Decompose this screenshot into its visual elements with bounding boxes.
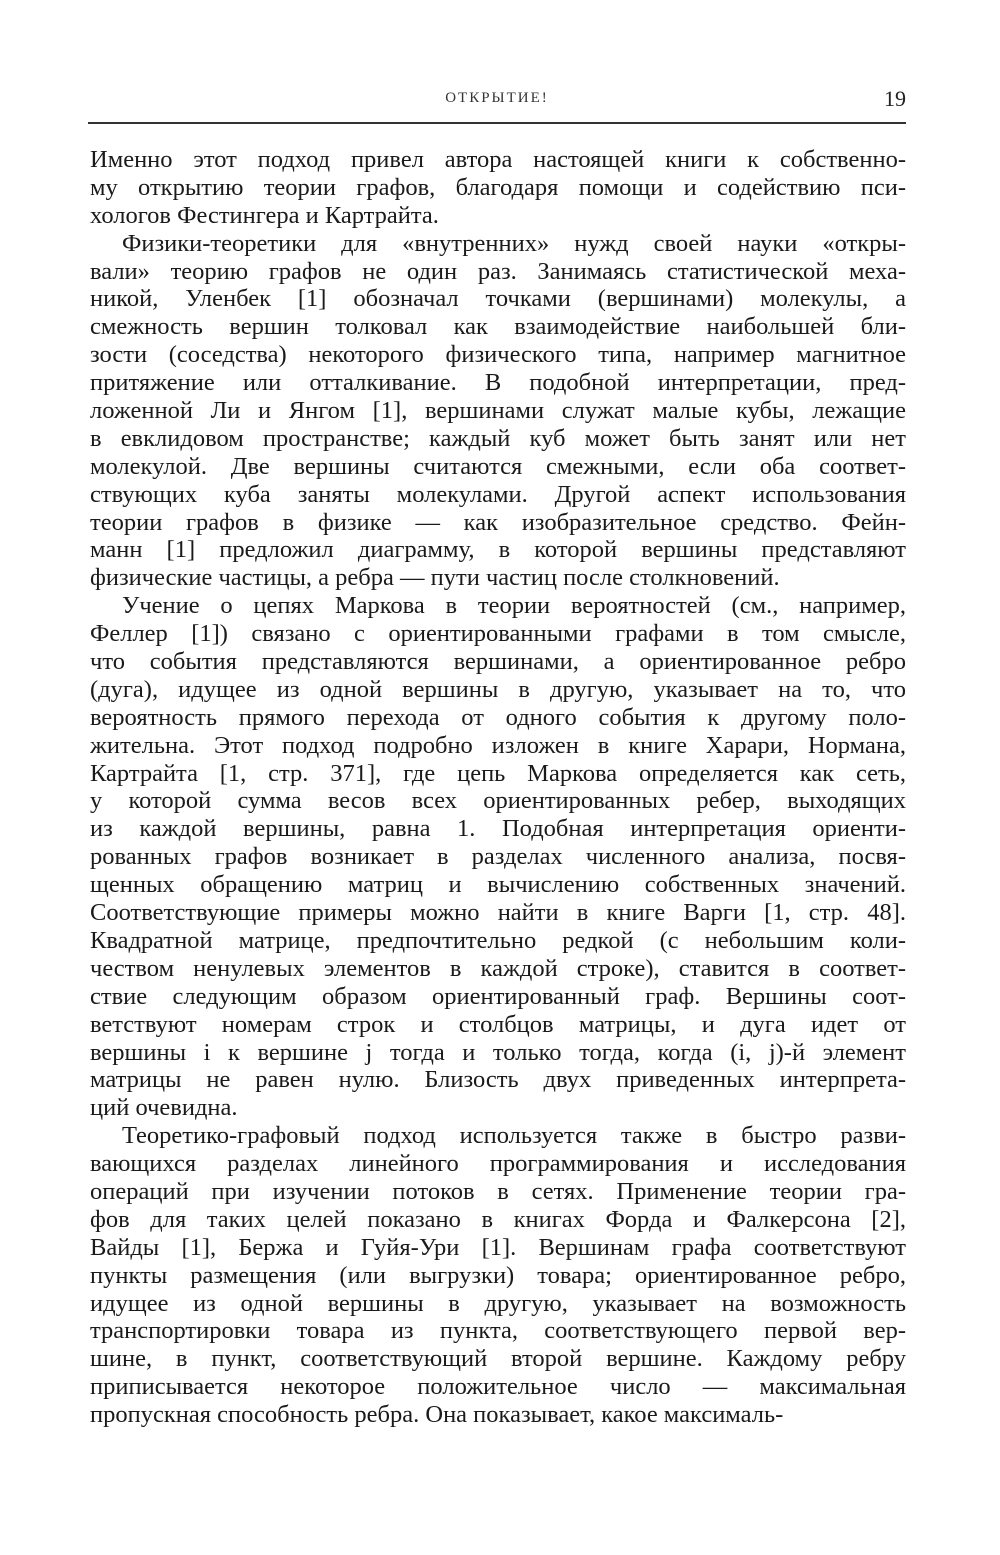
- header-rule: [88, 122, 906, 124]
- text-line: шине, в пункт, соответствующий второй вершине. Каждому ребру: [90, 1345, 906, 1373]
- text-line: Теоретико-графовый подход используется также в быстро разви-: [122, 1122, 906, 1150]
- text-line: щенных обращению матриц и вычислению собственных значений.: [90, 871, 906, 899]
- paragraph: [90, 146, 906, 230]
- text-line: жительна. Этот подход подробно изложен в книге Харари, Нормана,: [90, 731, 906, 759]
- text-line: Картрайта [1, стр. 371], где цепь Маркова определяется как сеть,: [90, 759, 906, 787]
- text-line: матрицы не равен нулю. Близость двух приведенных интерпрета-: [90, 1066, 906, 1094]
- text-line: вали» теорию графов не один раз. Занимаясь статистической меха-: [90, 257, 906, 285]
- text-line: смежность вершин толковал как взаимодействие наибольшей бли-: [90, 313, 906, 341]
- text-line: что события представляются вершинами, а ориентированное ребро: [90, 648, 906, 676]
- text-line: Соответствующие примеры можно найти в книге Варги [1, стр. 48].: [90, 899, 906, 927]
- text-line: ветствуют номерам строк и столбцов матрицы, и дуга идет от: [90, 1010, 906, 1038]
- text-line: хологов Фестингера и Картрайта.: [90, 201, 439, 229]
- text-line: рованных графов возникает в разделах численного анализа, посвя-: [90, 843, 906, 871]
- text-line: операций при изучении потоков в сетях. Применение теории гра-: [90, 1177, 906, 1205]
- text-line: приписывается некоторое положительное число — максимальная: [90, 1373, 906, 1401]
- text-line: чеством ненулевых элементов в каждой строке), ставится в соответ-: [90, 954, 906, 982]
- text-line: Именно этот подход привел автора настоящей книги к собственно-: [90, 146, 906, 173]
- paragraph: [90, 592, 906, 1122]
- text-line: притяжение или отталкивание. В подобной интерпретации, пред-: [90, 369, 906, 397]
- text-line: молекулой. Две вершины считаются смежными, если оба соответ-: [90, 452, 906, 480]
- text-line: му открытию теории графов, благодаря помощи и содействию пси-: [90, 173, 906, 201]
- text-line: ций очевидна.: [90, 1094, 238, 1122]
- text-line: транспортировки товара из пункта, соответствующего первой вер-: [90, 1317, 906, 1345]
- text-line: Учение о цепях Маркова в теории вероятностей (см., например,: [122, 592, 906, 620]
- text-line: у которой сумма весов всех ориентированных ребер, выходящих: [90, 787, 906, 815]
- text-line: Физики-теоретики для «внутренних» нужд своей науки «откры-: [122, 229, 906, 257]
- text-line: в евклидовом пространстве; каждый куб может быть занят или нет: [90, 424, 906, 452]
- paragraph: [90, 1122, 906, 1429]
- text-line: физические частицы, а ребра — пути частиц после столкновений.: [90, 564, 780, 592]
- text-line: вающихся разделах линейного программирования и исследования: [90, 1150, 906, 1178]
- page-number: 19: [884, 86, 906, 111]
- text-line: Вайды [1], Бержа и Гуйя-Ури [1]. Вершинам графа соответствуют: [90, 1233, 906, 1261]
- text-line: вероятность прямого перехода от одного события к другому поло-: [90, 703, 906, 731]
- text-line: идущее из одной вершины в другую, указывает на возможность: [90, 1289, 906, 1317]
- text-line: пропускная способность ребра. Она показывает, какое максималь-: [90, 1401, 784, 1429]
- text-line: фов для таких целей показано в книгах Форда и Фалкерсона [2],: [90, 1205, 906, 1233]
- text-line: теории графов в физике — как изобразительное средство. Фейн-: [90, 508, 906, 536]
- text-line: вершины i к вершине j тогда и только тогда, когда (i, j)-й элемент: [90, 1038, 906, 1066]
- paragraph: [90, 230, 906, 593]
- text-line: зости (соседства) некоторого физического типа, например магнитное: [90, 341, 906, 369]
- body-text: [90, 146, 906, 1429]
- text-line: ствие следующим образом ориентированный граф. Вершины соот-: [90, 982, 906, 1010]
- text-line: из каждой вершины, равна 1. Подобная интерпретация ориенти-: [90, 815, 906, 843]
- text-line: Феллер [1]) связано с ориентированными графами в том смысле,: [90, 620, 906, 648]
- text-line: манн [1] предложил диаграмму, в которой вершины представляют: [90, 536, 906, 564]
- text-line: пункты размещения (или выгрузки) товара; ориентированное ребро,: [90, 1261, 906, 1289]
- text-line: (дуга), идущее из одной вершины в другую, указывает на то, что: [90, 675, 906, 703]
- running-title: ОТКРЫТИЕ!: [445, 90, 549, 106]
- text-line: ложенной Ли и Янгом [1], вершинами служат малые кубы, лежащие: [90, 397, 906, 425]
- text-line: ствующих куба заняты молекулами. Другой аспект использования: [90, 480, 906, 508]
- page-header: [88, 88, 906, 118]
- text-line: Квадратной матрице, предпочтительно редкой (с небольшим коли-: [90, 926, 906, 954]
- text-line: никой, Уленбек [1] обозначал точками (вершинами) молекулы, а: [90, 285, 906, 313]
